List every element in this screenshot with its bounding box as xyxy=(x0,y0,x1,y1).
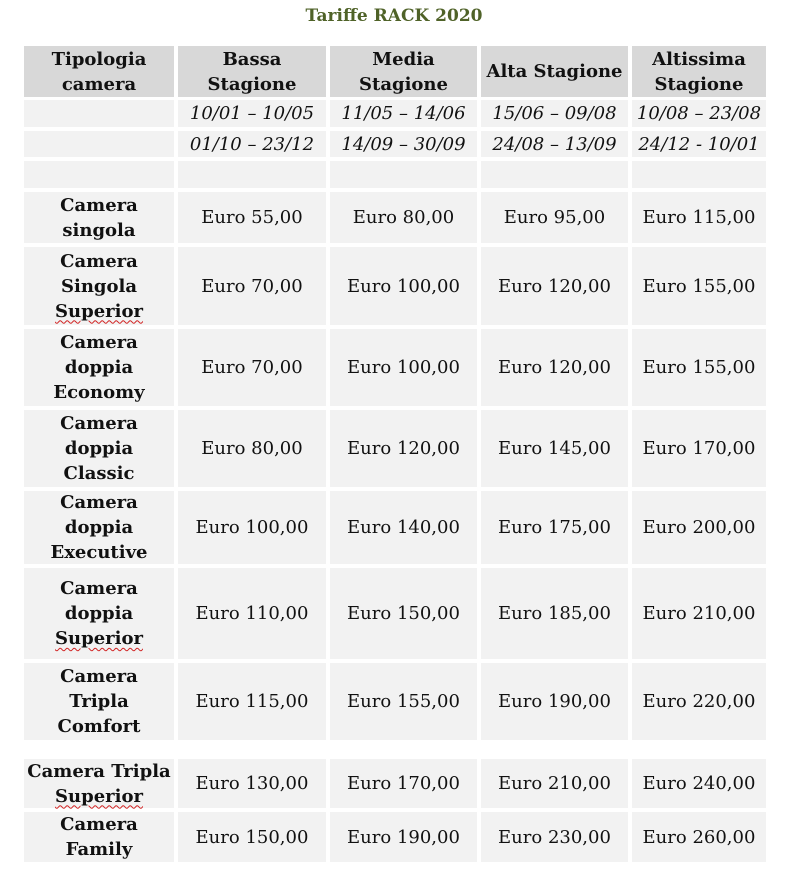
cell-text-line: Stagione xyxy=(207,73,297,95)
cell-text-line: Camera xyxy=(60,814,138,835)
room-price: Euro 155,00 xyxy=(632,329,766,406)
room-type-label xyxy=(24,812,174,862)
room-price: Euro 210,00 xyxy=(632,568,766,659)
cell-text-line: doppia xyxy=(64,603,134,624)
season-date-range: 10/08 – 23/08 xyxy=(632,100,766,127)
cell-text-line: Family xyxy=(65,839,133,860)
room-price: Euro 100,00 xyxy=(330,247,477,325)
cell-text-line: Altissima xyxy=(652,48,746,70)
spacer-cell xyxy=(24,161,174,188)
cell-text-line: Camera xyxy=(60,578,138,599)
spacer-cell xyxy=(330,161,477,188)
room-price: Euro 210,00 xyxy=(481,759,628,808)
room-price: Euro 140,00 xyxy=(330,491,477,564)
room-price: Euro 230,00 xyxy=(481,812,628,862)
spacer-cell xyxy=(632,161,766,188)
date-label-empty xyxy=(24,100,174,127)
spacer-cell xyxy=(178,161,326,188)
room-price: Euro 170,00 xyxy=(632,410,766,487)
room-price: Euro 115,00 xyxy=(632,192,766,243)
cell-text-line: Alta Stagione xyxy=(486,61,623,82)
cell-text-line: Camera xyxy=(60,194,138,216)
room-price: Euro 100,00 xyxy=(178,491,326,564)
room-price: Euro 190,00 xyxy=(330,812,477,862)
room-price: Euro 55,00 xyxy=(178,192,326,243)
room-price: Euro 190,00 xyxy=(481,663,628,740)
room-price: Euro 155,00 xyxy=(330,663,477,740)
header-col0 xyxy=(24,46,174,97)
cell-text-line: singola xyxy=(62,219,136,241)
cell-text-line: Camera xyxy=(60,492,138,513)
season-date-range: 10/01 – 10/05 xyxy=(178,100,326,127)
room-price: Euro 145,00 xyxy=(481,410,628,487)
room-type-label xyxy=(24,329,174,406)
page-title: Tariffe RACK 2020 xyxy=(305,6,483,26)
cell-text-line: Singola xyxy=(60,275,138,297)
cell-text-line: Economy xyxy=(53,382,145,403)
cell-text-line: Camera Tripla xyxy=(27,760,171,782)
room-type-label xyxy=(24,568,174,659)
cell-text-line: doppia xyxy=(64,357,134,378)
cell-text-line: doppia xyxy=(64,438,134,459)
room-price: Euro 120,00 xyxy=(481,329,628,406)
spacer-cell xyxy=(481,161,628,188)
room-price: Euro 130,00 xyxy=(178,759,326,808)
cell-text-line: Superior xyxy=(55,785,143,807)
cell-text-line: Camera xyxy=(60,666,138,687)
cell-text-line: Executive xyxy=(50,542,148,563)
cell-text-line: Comfort xyxy=(57,716,141,737)
season-date-range: 01/10 – 23/12 xyxy=(178,131,326,157)
cell-text-line: Media xyxy=(372,48,435,70)
cell-text-line: Classic xyxy=(63,463,135,484)
room-price: Euro 95,00 xyxy=(481,192,628,243)
room-price: Euro 110,00 xyxy=(178,568,326,659)
cell-text-line: Superior xyxy=(55,628,143,649)
season-date-range: 24/08 – 13/09 xyxy=(481,131,628,157)
room-price: Euro 175,00 xyxy=(481,491,628,564)
season-date-range: 14/09 – 30/09 xyxy=(330,131,477,157)
room-type-label xyxy=(24,491,174,564)
room-price: Euro 150,00 xyxy=(178,812,326,862)
header-col1 xyxy=(178,46,326,97)
room-price: Euro 100,00 xyxy=(330,329,477,406)
room-price: Euro 170,00 xyxy=(330,759,477,808)
room-price: Euro 80,00 xyxy=(178,410,326,487)
cell-text-line: Camera xyxy=(60,250,138,272)
header-col2 xyxy=(330,46,477,97)
cell-text-line: Camera xyxy=(60,413,138,434)
cell-text-line: camera xyxy=(61,73,137,95)
room-type-label xyxy=(24,247,174,325)
room-type-label xyxy=(24,192,174,243)
season-date-range: 15/06 – 09/08 xyxy=(481,100,628,127)
room-price: Euro 120,00 xyxy=(481,247,628,325)
room-type-label xyxy=(24,663,174,740)
season-date-range: 24/12 - 10/01 xyxy=(632,131,766,157)
cell-text-line: doppia xyxy=(64,517,134,538)
room-price: Euro 80,00 xyxy=(330,192,477,243)
cell-text-line: Bassa xyxy=(222,48,282,70)
cell-text-line: Superior xyxy=(55,300,143,322)
cell-text-line: Camera xyxy=(60,332,138,353)
header-col3 xyxy=(481,46,628,97)
cell-text-line: Tipologia xyxy=(51,48,147,70)
cell-text-line: Stagione xyxy=(359,73,448,95)
room-price: Euro 115,00 xyxy=(178,663,326,740)
room-type-label xyxy=(24,410,174,487)
room-price: Euro 150,00 xyxy=(330,568,477,659)
date-label-empty xyxy=(24,131,174,157)
room-type-label xyxy=(24,759,174,808)
room-price: Euro 70,00 xyxy=(178,329,326,406)
season-date-range: 11/05 – 14/06 xyxy=(330,100,477,127)
room-price: Euro 220,00 xyxy=(632,663,766,740)
room-price: Euro 120,00 xyxy=(330,410,477,487)
room-price: Euro 200,00 xyxy=(632,491,766,564)
room-price: Euro 260,00 xyxy=(632,812,766,862)
room-price: Euro 70,00 xyxy=(178,247,326,325)
cell-text-line: Stagione xyxy=(654,73,744,95)
room-price: Euro 155,00 xyxy=(632,247,766,325)
cell-text-line: Tripla xyxy=(69,691,129,712)
room-price: Euro 240,00 xyxy=(632,759,766,808)
header-col4 xyxy=(632,46,766,97)
room-price: Euro 185,00 xyxy=(481,568,628,659)
